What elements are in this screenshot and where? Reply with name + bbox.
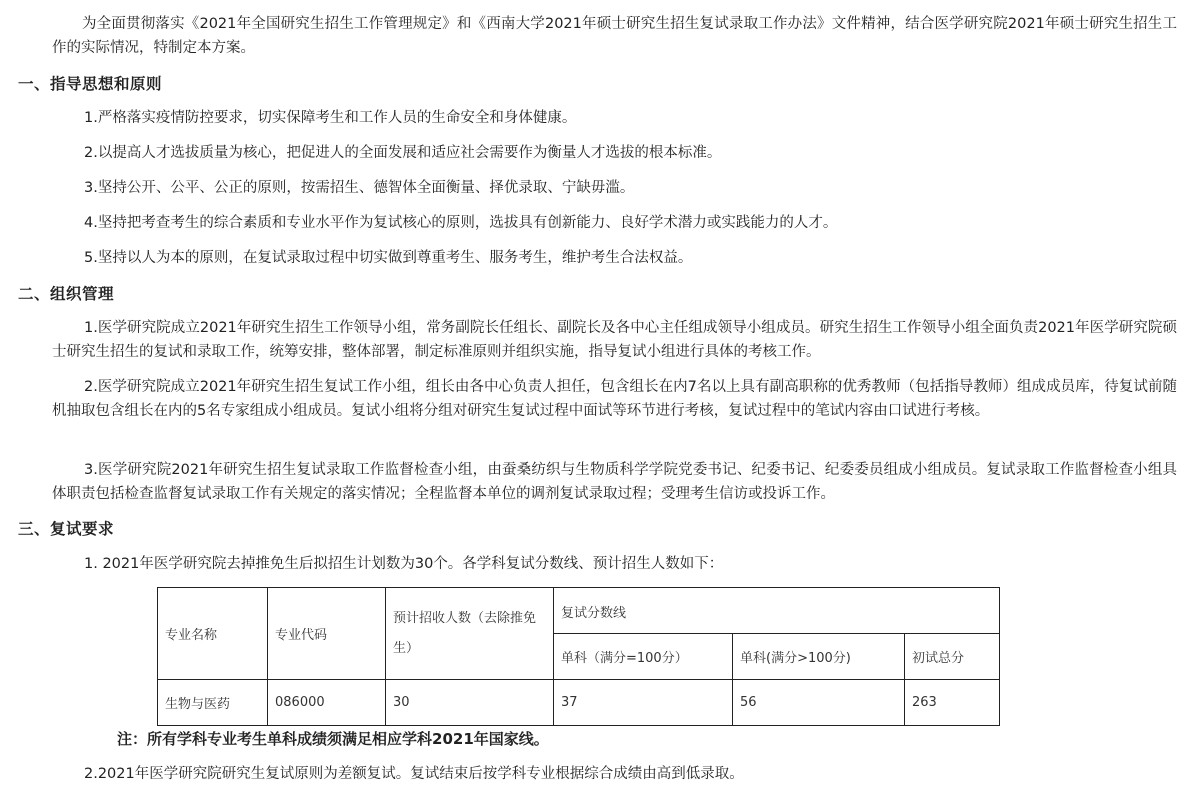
intro-paragraph: 为全面贯彻落实《2021年全国研究生招生工作管理规定》和《西南大学2021年硕士研究生招生复试录取工作办法》文件精神，结合医学研究院2021年硕士研究生招生工作的实际情况，特制定本方案。	[52, 16, 1177, 56]
principle-item-4: 4.坚持把考查考生的综合素质和专业水平作为复试核心的原则，选拔具有创新能力、良好学术潜力或实践能力的人才。	[84, 215, 838, 231]
cell-major-name: 生物与医药	[158, 680, 268, 726]
principle-item-5: 5.坚持以人为本的原则，在复试录取过程中切实做到尊重考生、服务考生，维护考生合法权益。	[84, 250, 693, 266]
header-major-code: 专业代码	[268, 588, 386, 680]
organization-item-3: 3.医学研究院2021年研究生招生复试录取工作监督检查小组，由蚕桑纺织与生物质科学学院党委书记、纪委书记、纪委委员组成小组成员。复试录取工作监督检查小组具体职责包括检查监督复试录取工作有关规定的落实情况；全程监督本单位的调剂复试录取过程；受理考生信访或投诉工作。	[52, 462, 1177, 502]
organization-item-2: 2.医学研究院成立2021年研究生招生复试工作小组，组长由各中心负责人担任，包含组长在内7名以上具有副高职称的优秀教师（包括指导教师）组成成员库，待复试前随机抽取包含组长在内的5名专家组成小组成员。复试小组将分组对研究生复试过程中面试等环节进行考核，复试过程中的笔试内容由口试进行考核。	[52, 379, 1177, 419]
requirement-item-1: 1. 2021年医学研究院去掉推免生后拟招生计划数为30个。各学科复试分数线、预计招生人数如下：	[84, 556, 724, 572]
section-heading-requirements: 三、复试要求	[18, 520, 115, 538]
principle-item-1: 1.严格落实疫情防控要求，切实保障考生和工作人员的生命安全和身体健康。	[84, 110, 577, 126]
section-heading-guiding-principles: 一、指导思想和原则	[18, 75, 163, 93]
requirement-item-2: 2.2021年医学研究院研究生复试原则为差额复试。复试结束后按学科专业根据综合成绩由高到低录取。	[84, 766, 744, 782]
cell-initial-total: 263	[905, 680, 1000, 726]
header-single-subject-100: 单科（满分=100分）	[554, 634, 733, 680]
header-major-name: 专业名称	[158, 588, 268, 680]
header-initial-total: 初试总分	[905, 634, 1000, 680]
national-line-note: 注：所有学科专业考生单科成绩须满足相应学科2021年国家线。	[117, 730, 549, 748]
principle-item-3: 3.坚持公开、公平、公正的原则，按需招生、德智体全面衡量、择优录取、宁缺毋滥。	[84, 180, 635, 196]
cell-single-subject-over-100: 56	[733, 680, 905, 726]
header-planned-enrollment: 预计招收人数（去除推免生）	[386, 588, 554, 680]
header-single-subject-over-100: 单科(满分>100分)	[733, 634, 905, 680]
organization-item-1: 1.医学研究院成立2021年研究生招生工作领导小组，常务副院长任组长、副院长及各中心主任组成领导小组成员。研究生招生工作领导小组全面负责2021年医学研究院硕士研究生招生的复试和录取工作，统筹安排，整体部署，制定标准原则并组织实施，指导复试小组进行具体的考核工作。	[52, 320, 1177, 360]
score-lines-table	[157, 587, 1000, 726]
principle-item-2: 2.以提高人才选拔质量为核心，把促进人的全面发展和适应社会需要作为衡量人才选拔的根本标准。	[84, 145, 722, 161]
table-row	[158, 680, 1000, 726]
cell-single-subject-100: 37	[554, 680, 733, 726]
cell-major-code: 086000	[268, 680, 386, 726]
section-heading-organization: 二、组织管理	[18, 285, 115, 303]
header-score-lines: 复试分数线	[554, 588, 1000, 634]
cell-planned-enrollment: 30	[386, 680, 554, 726]
